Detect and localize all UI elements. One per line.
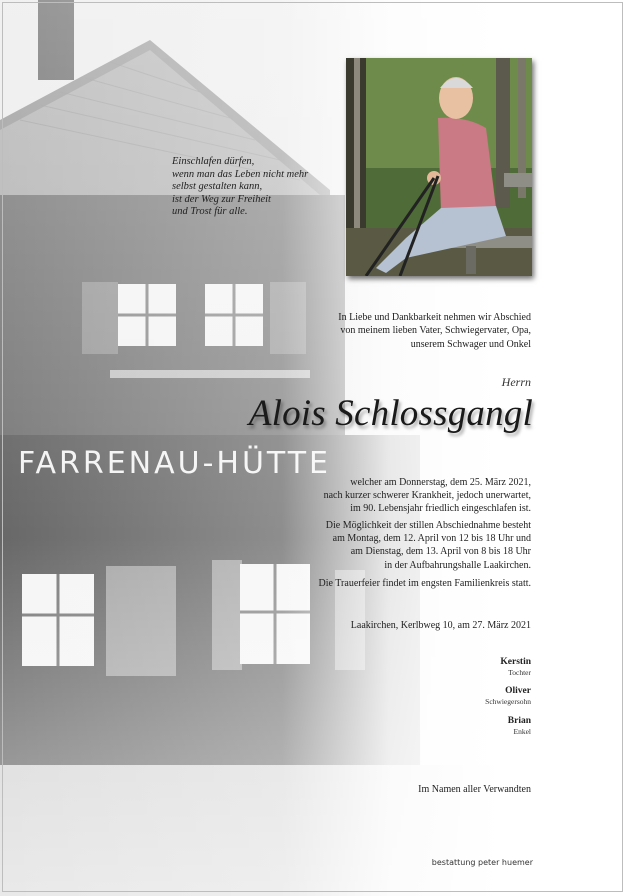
intro-line: unserem Schwager und Onkel [410, 338, 531, 350]
death-line: welcher am Donnerstag, dem 25. März 2021, [350, 477, 531, 488]
quote-line: und Trost für alle. [172, 206, 248, 218]
salutation: Herrn [501, 375, 531, 389]
intro-line: In Liebe und Dankbarkeit nehmen wir Abschied [338, 312, 531, 323]
relative-name: Kerstin [500, 657, 531, 667]
death-line: im 90. Lebensjahr friedlich eingeschlafen ist. [350, 503, 531, 515]
farewell-line: in der Aufbahrungshalle Laakirchen. [384, 559, 531, 571]
ceremony-info [241, 577, 531, 590]
ceremony-line: Die Trauerfeier findet im engsten Familienkreis statt. [318, 578, 531, 589]
relative-relation: Schwiegersohn [485, 697, 531, 706]
place-and-date [241, 619, 531, 632]
undertaker-credit: bestattung peter huemer [431, 858, 533, 867]
death-notice [241, 476, 531, 516]
intro-text [271, 311, 531, 351]
relative-entry [485, 686, 531, 706]
farewell-info [241, 519, 531, 572]
relative-relation: Tochter [508, 668, 531, 677]
relative-entry [508, 716, 531, 736]
place-date-line: Laakirchen, Kerlbweg 10, am 27. März 2021 [350, 620, 531, 631]
quote-line: Einschlafen dürfen, [172, 156, 255, 167]
farewell-line: Die Möglichkeit der stillen Abschiednahme besteht [325, 520, 531, 531]
quote-line: ist der Weg zur Freiheit [172, 193, 271, 205]
deceased-name: Alois Schlossgangl [248, 393, 533, 434]
memorial-quote [172, 156, 362, 219]
relative-name: Oliver [505, 686, 531, 696]
relative-name: Brian [507, 716, 531, 726]
quote-line: selbst gestalten kann, [172, 181, 263, 193]
death-line: nach kurzer schwerer Krankheit, jedoch unerwartet, [323, 490, 531, 502]
portrait-photo [346, 58, 532, 276]
quote-line: wenn man das Leben nicht mehr [172, 168, 309, 180]
farewell-line: am Montag, dem 12. April von 12 bis 18 Uhr und [332, 533, 531, 545]
farewell-line: am Dienstag, dem 13. April von 8 bis 18 Uhr [350, 546, 531, 558]
relative-relation: Enkel [513, 727, 531, 736]
relative-entry [500, 657, 531, 677]
intro-line: von meinem lieben Vater, Schwiegervater, Opa, [340, 325, 531, 337]
signoff-text: Im Namen aller Verwandten [418, 784, 531, 795]
